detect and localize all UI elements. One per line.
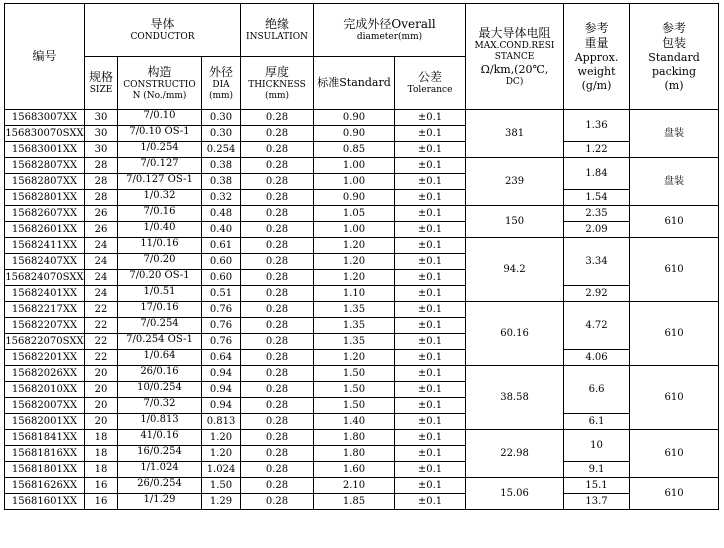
tolerance-cell: ±0.1: [395, 286, 466, 302]
size-cell: 28: [85, 190, 118, 206]
resistance-cell: 381: [466, 110, 564, 158]
dia-cell: 0.76: [202, 302, 241, 318]
code-cell: 15683001XX: [5, 142, 85, 158]
construction-cell: 7/0.10 OS-1: [118, 126, 202, 142]
code-cell: 15682401XX: [5, 286, 85, 302]
construction-cell: 1/0.40: [118, 222, 202, 238]
thickness-cell: 0.28: [241, 222, 314, 238]
thickness-cell: 0.28: [241, 238, 314, 254]
dia-cell: 0.60: [202, 254, 241, 270]
dia-cell: 1.20: [202, 446, 241, 462]
standard-od-cell: 1.00: [314, 158, 395, 174]
code-cell: 15681601XX: [5, 494, 85, 510]
header-construction: 构造 CONSTRUCTIO N (No./mm): [118, 57, 202, 110]
thickness-cell: 0.28: [241, 366, 314, 382]
standard-od-cell: 1.20: [314, 350, 395, 366]
tolerance-cell: ±0.1: [395, 478, 466, 494]
table-row: [5, 110, 719, 126]
tolerance-cell: ±0.1: [395, 270, 466, 286]
construction-cell: 7/0.16: [118, 206, 202, 222]
weight-cell: 6.1: [564, 414, 630, 430]
resistance-cell: 38.58: [466, 366, 564, 430]
dia-cell: 1.20: [202, 430, 241, 446]
standard-od-cell: 1.35: [314, 334, 395, 350]
construction-cell: 10/0.254: [118, 382, 202, 398]
tolerance-cell: ±0.1: [395, 462, 466, 478]
weight-cell: 2.09: [564, 222, 630, 238]
table-row: [5, 366, 719, 382]
code-cell: 15682411XX: [5, 238, 85, 254]
header-insulation: 绝缘 INSULATION: [241, 4, 314, 57]
size-cell: 28: [85, 174, 118, 190]
weight-cell: 1.22: [564, 142, 630, 158]
size-cell: 18: [85, 446, 118, 462]
code-cell: 15682217XX: [5, 302, 85, 318]
code-cell: 15682601XX: [5, 222, 85, 238]
table-row: [5, 350, 719, 366]
thickness-cell: 0.28: [241, 414, 314, 430]
table-row: [5, 430, 719, 446]
standard-od-cell: 0.90: [314, 126, 395, 142]
size-cell: 22: [85, 334, 118, 350]
standard-od-cell: 1.50: [314, 382, 395, 398]
code-cell: 15681626XX: [5, 478, 85, 494]
size-cell: 20: [85, 414, 118, 430]
standard-od-cell: 0.85: [314, 142, 395, 158]
size-cell: 30: [85, 110, 118, 126]
packing-cell: 610: [630, 478, 719, 510]
standard-od-cell: 2.10: [314, 478, 395, 494]
thickness-cell: 0.28: [241, 190, 314, 206]
table-row: [5, 142, 719, 158]
resistance-cell: 15.06: [466, 478, 564, 510]
dia-cell: 0.61: [202, 238, 241, 254]
standard-od-cell: 1.05: [314, 206, 395, 222]
construction-cell: 7/0.254: [118, 318, 202, 334]
packing-cell: 610: [630, 206, 719, 238]
tolerance-cell: ±0.1: [395, 158, 466, 174]
size-cell: 22: [85, 302, 118, 318]
packing-cell: 盘装: [630, 110, 719, 158]
tolerance-cell: ±0.1: [395, 334, 466, 350]
table-row: [5, 462, 719, 478]
code-cell: 15681801XX: [5, 462, 85, 478]
construction-cell: 7/0.127 OS-1: [118, 174, 202, 190]
code-cell: 156824070SXX: [5, 270, 85, 286]
weight-cell: 4.72: [564, 302, 630, 350]
dia-cell: 0.76: [202, 334, 241, 350]
construction-cell: 1/0.51: [118, 286, 202, 302]
construction-cell: 1/0.64: [118, 350, 202, 366]
construction-cell: 41/0.16: [118, 430, 202, 446]
thickness-cell: 0.28: [241, 446, 314, 462]
size-cell: 18: [85, 430, 118, 446]
standard-od-cell: 1.20: [314, 254, 395, 270]
packing-cell: 610: [630, 366, 719, 430]
header-standard: 标准Standard: [314, 57, 395, 110]
standard-od-cell: 1.60: [314, 462, 395, 478]
size-cell: 24: [85, 286, 118, 302]
weight-cell: 4.06: [564, 350, 630, 366]
code-cell: 15682201XX: [5, 350, 85, 366]
thickness-cell: 0.28: [241, 334, 314, 350]
thickness-cell: 0.28: [241, 158, 314, 174]
header-approx-weight: 参考 重量 Approx. weight (g/m): [564, 4, 630, 110]
dia-cell: 1.29: [202, 494, 241, 510]
dia-cell: 0.30: [202, 110, 241, 126]
code-cell: 15682607XX: [5, 206, 85, 222]
standard-od-cell: 1.80: [314, 446, 395, 462]
standard-od-cell: 1.00: [314, 174, 395, 190]
tolerance-cell: ±0.1: [395, 238, 466, 254]
size-cell: 26: [85, 206, 118, 222]
dia-cell: 0.38: [202, 158, 241, 174]
tolerance-cell: ±0.1: [395, 366, 466, 382]
packing-cell: 610: [630, 238, 719, 302]
table-row: [5, 206, 719, 222]
dia-cell: 0.94: [202, 382, 241, 398]
tolerance-cell: ±0.1: [395, 446, 466, 462]
tolerance-cell: ±0.1: [395, 206, 466, 222]
tolerance-cell: ±0.1: [395, 382, 466, 398]
weight-cell: 13.7: [564, 494, 630, 510]
construction-cell: 11/0.16: [118, 238, 202, 254]
tolerance-cell: ±0.1: [395, 414, 466, 430]
tolerance-cell: ±0.1: [395, 318, 466, 334]
table-row: [5, 158, 719, 174]
size-cell: 22: [85, 350, 118, 366]
tolerance-cell: ±0.1: [395, 430, 466, 446]
size-cell: 18: [85, 462, 118, 478]
dia-cell: 1.50: [202, 478, 241, 494]
code-cell: 156830070SXX: [5, 126, 85, 142]
dia-cell: 0.76: [202, 318, 241, 334]
resistance-cell: 60.16: [466, 302, 564, 366]
weight-cell: 15.1: [564, 478, 630, 494]
weight-cell: 10: [564, 430, 630, 462]
thickness-cell: 0.28: [241, 462, 314, 478]
standard-od-cell: 1.00: [314, 222, 395, 238]
tolerance-cell: ±0.1: [395, 142, 466, 158]
code-cell: 15681841XX: [5, 430, 85, 446]
size-cell: 24: [85, 238, 118, 254]
table-row: [5, 222, 719, 238]
table-row: [5, 494, 719, 510]
weight-cell: 6.6: [564, 366, 630, 414]
tolerance-cell: ±0.1: [395, 190, 466, 206]
dia-cell: 0.38: [202, 174, 241, 190]
dia-cell: 0.813: [202, 414, 241, 430]
tolerance-cell: ±0.1: [395, 254, 466, 270]
tolerance-cell: ±0.1: [395, 302, 466, 318]
resistance-cell: 94.2: [466, 238, 564, 302]
code-cell: 15682807XX: [5, 158, 85, 174]
standard-od-cell: 1.20: [314, 238, 395, 254]
wire-spec-table: [4, 3, 719, 510]
resistance-cell: 22.98: [466, 430, 564, 478]
table-row: [5, 414, 719, 430]
code-cell: 15682801XX: [5, 190, 85, 206]
thickness-cell: 0.28: [241, 270, 314, 286]
dia-cell: 0.94: [202, 398, 241, 414]
packing-cell: 610: [630, 302, 719, 366]
standard-od-cell: 1.35: [314, 302, 395, 318]
size-cell: 16: [85, 494, 118, 510]
thickness-cell: 0.28: [241, 206, 314, 222]
standard-od-cell: 0.90: [314, 110, 395, 126]
construction-cell: 7/0.254 OS-1: [118, 334, 202, 350]
tolerance-cell: ±0.1: [395, 398, 466, 414]
standard-od-cell: 1.50: [314, 366, 395, 382]
standard-od-cell: 1.35: [314, 318, 395, 334]
code-cell: 156822070SXX: [5, 334, 85, 350]
table-row: [5, 238, 719, 254]
weight-cell: 2.35: [564, 206, 630, 222]
construction-cell: 7/0.32: [118, 398, 202, 414]
thickness-cell: 0.28: [241, 254, 314, 270]
thickness-cell: 0.28: [241, 142, 314, 158]
thickness-cell: 0.28: [241, 302, 314, 318]
header-standard-packing: 参考 包装 Standard packing (m): [630, 4, 719, 110]
thickness-cell: 0.28: [241, 478, 314, 494]
thickness-cell: 0.28: [241, 126, 314, 142]
size-cell: 30: [85, 126, 118, 142]
table-row: [5, 478, 719, 494]
tolerance-cell: ±0.1: [395, 350, 466, 366]
code-cell: 15682026XX: [5, 366, 85, 382]
code-cell: 15682807XX: [5, 174, 85, 190]
dia-cell: 0.51: [202, 286, 241, 302]
dia-cell: 1.024: [202, 462, 241, 478]
standard-od-cell: 1.10: [314, 286, 395, 302]
construction-cell: 1/0.254: [118, 142, 202, 158]
size-cell: 16: [85, 478, 118, 494]
tolerance-cell: ±0.1: [395, 126, 466, 142]
standard-od-cell: 1.85: [314, 494, 395, 510]
packing-cell: 610: [630, 430, 719, 478]
construction-cell: 26/0.254: [118, 478, 202, 494]
construction-cell: 7/0.20: [118, 254, 202, 270]
construction-cell: 1/0.32: [118, 190, 202, 206]
code-cell: 15683007XX: [5, 110, 85, 126]
table-row: [5, 190, 719, 206]
size-cell: 26: [85, 222, 118, 238]
size-cell: 28: [85, 158, 118, 174]
standard-od-cell: 1.80: [314, 430, 395, 446]
header-max-resistance: 最大导体电阻 MAX.COND.RESI STANCE Ω/km,(20℃, DC): [466, 4, 564, 110]
code-cell: 15682407XX: [5, 254, 85, 270]
table-row: [5, 286, 719, 302]
weight-cell: 1.84: [564, 158, 630, 190]
header-conductor: 导体 CONDUCTOR: [85, 4, 241, 57]
dia-cell: 0.48: [202, 206, 241, 222]
construction-cell: 16/0.254: [118, 446, 202, 462]
dia-cell: 0.40: [202, 222, 241, 238]
construction-cell: 7/0.20 OS-1: [118, 270, 202, 286]
weight-cell: 1.54: [564, 190, 630, 206]
thickness-cell: 0.28: [241, 494, 314, 510]
code-cell: 15682001XX: [5, 414, 85, 430]
dia-cell: 0.64: [202, 350, 241, 366]
thickness-cell: 0.28: [241, 382, 314, 398]
standard-od-cell: 1.40: [314, 414, 395, 430]
size-cell: 30: [85, 142, 118, 158]
size-cell: 20: [85, 366, 118, 382]
weight-cell: 2.92: [564, 286, 630, 302]
thickness-cell: 0.28: [241, 286, 314, 302]
tolerance-cell: ±0.1: [395, 110, 466, 126]
size-cell: 20: [85, 382, 118, 398]
size-cell: 24: [85, 270, 118, 286]
tolerance-cell: ±0.1: [395, 494, 466, 510]
size-cell: 24: [85, 254, 118, 270]
code-cell: 15681816XX: [5, 446, 85, 462]
construction-cell: 1/0.813: [118, 414, 202, 430]
size-cell: 20: [85, 398, 118, 414]
thickness-cell: 0.28: [241, 398, 314, 414]
thickness-cell: 0.28: [241, 430, 314, 446]
tolerance-cell: ±0.1: [395, 174, 466, 190]
tolerance-cell: ±0.1: [395, 222, 466, 238]
standard-od-cell: 1.50: [314, 398, 395, 414]
construction-cell: 17/0.16: [118, 302, 202, 318]
code-cell: 15682010XX: [5, 382, 85, 398]
dia-cell: 0.94: [202, 366, 241, 382]
size-cell: 22: [85, 318, 118, 334]
header-dia: 外径 DIA (mm): [202, 57, 241, 110]
construction-cell: 7/0.127: [118, 158, 202, 174]
weight-cell: 9.1: [564, 462, 630, 478]
resistance-cell: 150: [466, 206, 564, 238]
construction-cell: 7/0.10: [118, 110, 202, 126]
dia-cell: 0.254: [202, 142, 241, 158]
dia-cell: 0.60: [202, 270, 241, 286]
code-cell: 15682207XX: [5, 318, 85, 334]
thickness-cell: 0.28: [241, 350, 314, 366]
standard-od-cell: 1.20: [314, 270, 395, 286]
dia-cell: 0.30: [202, 126, 241, 142]
packing-cell: 盘装: [630, 158, 719, 206]
code-cell: 15682007XX: [5, 398, 85, 414]
header-tolerance: 公差 Tolerance: [395, 57, 466, 110]
weight-cell: 1.36: [564, 110, 630, 142]
construction-cell: 1/1.024: [118, 462, 202, 478]
header-overall-diameter: 完成外径Overall diameter(mm): [314, 4, 466, 57]
resistance-cell: 239: [466, 158, 564, 206]
header-size: 规格 SIZE: [85, 57, 118, 110]
thickness-cell: 0.28: [241, 318, 314, 334]
standard-od-cell: 0.90: [314, 190, 395, 206]
table-row: [5, 302, 719, 318]
header-code: 编号: [5, 4, 85, 110]
construction-cell: 1/1.29: [118, 494, 202, 510]
thickness-cell: 0.28: [241, 174, 314, 190]
construction-cell: 26/0.16: [118, 366, 202, 382]
thickness-cell: 0.28: [241, 110, 314, 126]
weight-cell: 3.34: [564, 238, 630, 286]
dia-cell: 0.32: [202, 190, 241, 206]
header-thickness: 厚度 THICKNESS (mm): [241, 57, 314, 110]
